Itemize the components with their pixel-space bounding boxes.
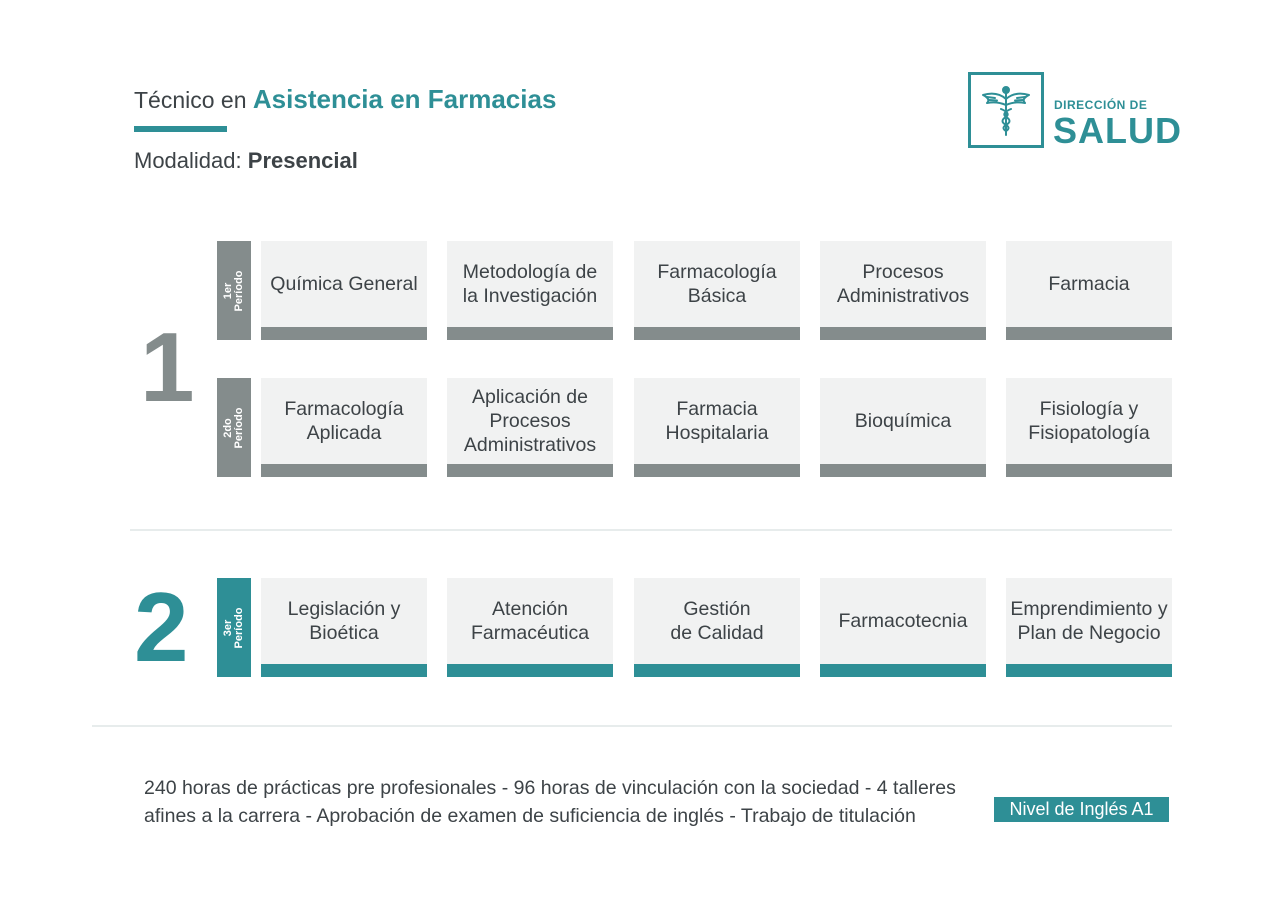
course-name: Legislación y Bioética — [287, 598, 401, 644]
caduceus-icon — [975, 79, 1037, 141]
logo-wordmark: SALUD — [1053, 110, 1182, 151]
period-word: Período — [233, 270, 245, 311]
year-number-2: 2 — [134, 572, 189, 682]
course-bar — [261, 327, 427, 340]
course-name: Metodología de la Investigación — [462, 261, 598, 307]
course-name: Procesos Administrativos — [836, 261, 970, 307]
course-name: Gestión de Calidad — [670, 598, 764, 644]
course-card — [447, 241, 613, 340]
course-card — [634, 241, 800, 340]
modality-label: Modalidad: — [134, 148, 242, 173]
course-card — [634, 578, 800, 677]
course-name: Bioquímica — [854, 410, 952, 432]
course-name: Fisiología y Fisiopatología — [1028, 398, 1150, 444]
logo-subtitle: DIRECCIÓN DE — [1054, 98, 1148, 112]
course-bar — [634, 327, 800, 340]
course-card — [1006, 578, 1172, 677]
course-bar — [1006, 664, 1172, 677]
course-card — [1006, 378, 1172, 477]
course-name: Emprendimiento y Plan de Negocio — [1010, 598, 1168, 644]
modality-line — [134, 148, 358, 174]
section-divider — [130, 529, 1172, 531]
period-label-3 — [217, 578, 251, 677]
course-name: Aplicación de Procesos Administrativos — [463, 386, 597, 456]
period-ordinal: 2do — [222, 417, 234, 438]
course-bar — [634, 464, 800, 477]
course-name: Farmacología Aplicada — [284, 398, 404, 444]
year-number-1: 1 — [140, 312, 195, 422]
period-ordinal: 3er — [222, 619, 234, 636]
course-name: Farmacología Básica — [657, 261, 777, 307]
period-label-2 — [217, 378, 251, 477]
course-card — [820, 378, 986, 477]
modality-value: Presencial — [247, 148, 358, 173]
requirements-text: 240 horas de prácticas pre profesionales - 96 horas de vinculación con la sociedad - 4 talleres afines a la carrera - Aprobación de examen de suficiencia de inglés - Trabajo de titulación — [144, 777, 956, 827]
course-bar — [1006, 327, 1172, 340]
course-bar — [447, 664, 613, 677]
title-emphasis: Asistencia en Farmacias — [252, 84, 557, 114]
logo-frame — [968, 72, 1044, 148]
period-word: Período — [233, 407, 245, 448]
course-bar — [261, 464, 427, 477]
course-name: Atención Farmacéutica — [470, 598, 590, 644]
course-name: Farmacia — [1048, 273, 1130, 295]
page-title — [134, 84, 556, 115]
course-name: Farmacotecnia — [838, 610, 968, 632]
course-card — [447, 378, 613, 477]
course-bar — [820, 464, 986, 477]
course-card — [820, 578, 986, 677]
footer-divider — [92, 725, 1172, 727]
course-bar — [447, 327, 613, 340]
course-name: Farmacia Hospitalaria — [665, 398, 769, 444]
course-bar — [634, 664, 800, 677]
course-card — [447, 578, 613, 677]
period-word: Período — [233, 607, 245, 648]
course-card — [261, 241, 427, 340]
period-ordinal: 1er — [222, 282, 234, 299]
title-underline — [134, 126, 227, 132]
course-card — [261, 378, 427, 477]
period-label-1 — [217, 241, 251, 340]
course-card — [261, 578, 427, 677]
english-level-badge: Nivel de Inglés A1 — [994, 797, 1169, 822]
course-bar — [447, 464, 613, 477]
direccion-salud-logo — [968, 72, 1182, 151]
course-card — [634, 378, 800, 477]
title-prefix: Técnico en — [134, 87, 247, 113]
course-name: Química General — [270, 273, 418, 295]
course-card — [820, 241, 986, 340]
course-bar — [820, 664, 986, 677]
course-bar — [820, 327, 986, 340]
course-card — [1006, 241, 1172, 340]
course-bar — [261, 664, 427, 677]
course-bar — [1006, 464, 1172, 477]
